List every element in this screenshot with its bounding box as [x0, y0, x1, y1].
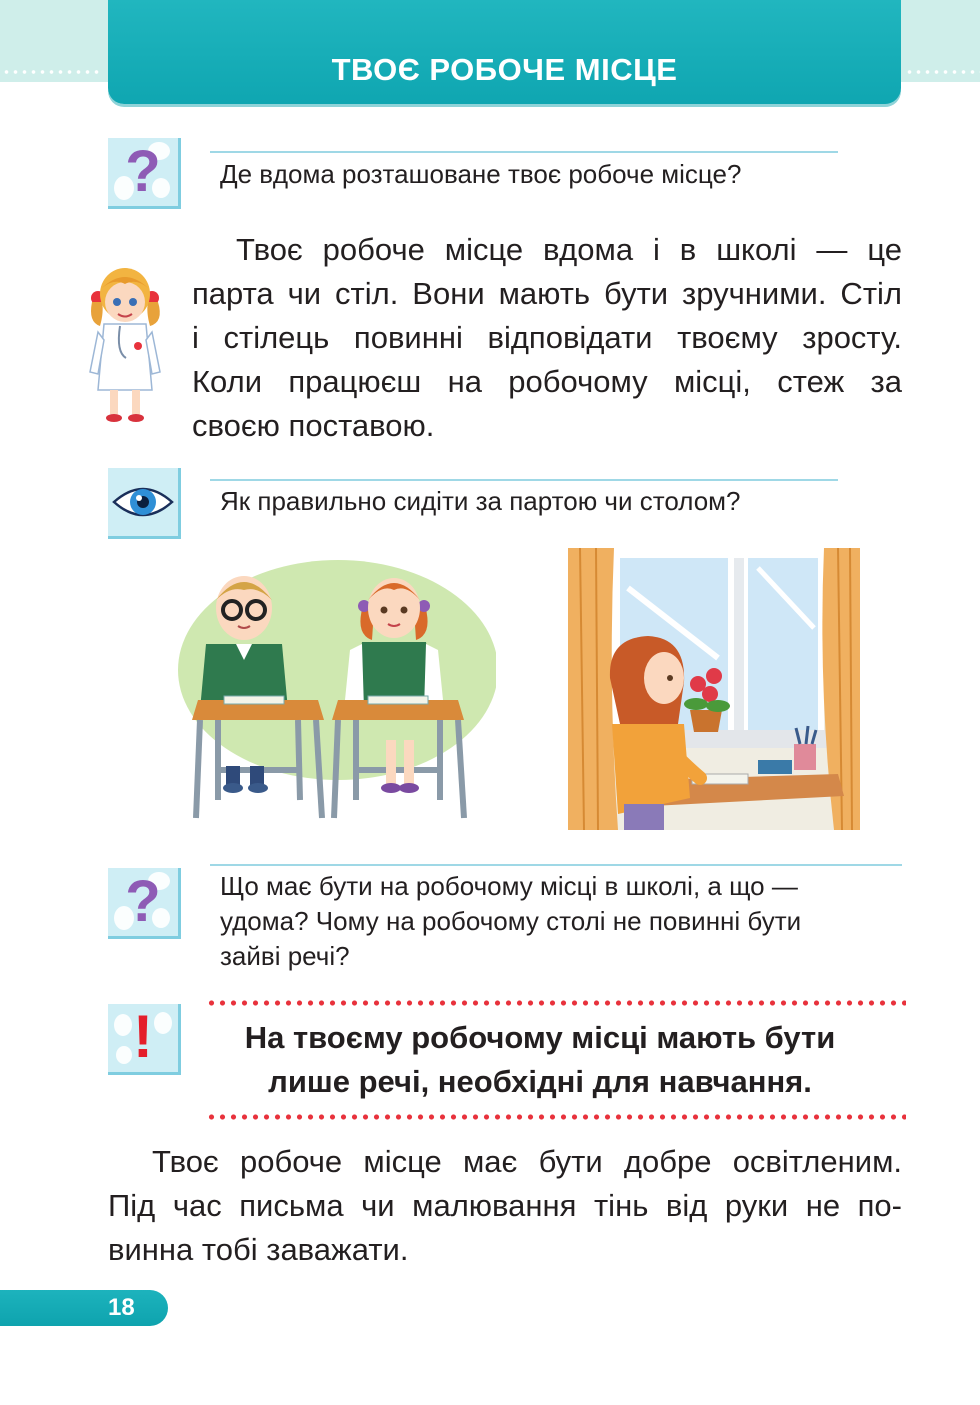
header-dots-left	[2, 70, 102, 74]
rule-dotted-top	[206, 1000, 906, 1006]
question-text: Де вдома розташоване твоє робоче місце?	[220, 159, 742, 189]
question-icon: ?	[108, 868, 181, 939]
eye-icon	[108, 468, 181, 539]
observe-text: Як правильно сидіти за партою чи столом?	[220, 486, 741, 516]
paragraph-line: парта чи стіл. Вони мають бути зручними. Стіл	[192, 276, 902, 311]
rule-dotted-bottom	[206, 1114, 906, 1120]
page-number-tab	[0, 1290, 168, 1326]
girl-at-window-illustration	[568, 548, 860, 830]
page-number: 18	[108, 1294, 135, 1321]
question-line: удома? Чому на робочому столі не повинні бути	[220, 906, 802, 936]
page-title: ТВОЄ РОБОЧЕ МІСЦЕ	[331, 52, 678, 87]
question-line: зайві речі?	[220, 941, 350, 971]
paragraph-line: Твоє робоче місце вдома і в школі — це	[236, 232, 902, 267]
rule-line: На твоєму робочому місці мають бути	[244, 1020, 836, 1055]
question-line: Що має бути на робочому місці в школі, а що —	[220, 871, 798, 901]
exclamation-icon: !	[108, 1004, 181, 1075]
paragraph-line: Під час письма чи малювання тінь від руки не по-	[108, 1188, 902, 1223]
children-at-desks-illustration	[178, 560, 496, 828]
paragraph-line: своєю поставою.	[192, 408, 435, 443]
question-icon: ?	[108, 138, 181, 209]
question-text-block	[220, 869, 910, 974]
paragraph-lighting	[108, 1140, 902, 1272]
paragraph-line: Коли працюєш на робочому місці, стеж за	[192, 364, 902, 399]
paragraph-line: Твоє робоче місце має бути добре освітленим.	[152, 1144, 902, 1179]
title-bar	[108, 0, 901, 104]
rule-line: лише речі, необхідні для навчання.	[268, 1064, 812, 1099]
paragraph-line: і стілець повинні відповідати твоєму зросту.	[192, 320, 902, 355]
paragraph-line: винна тобі заважати.	[108, 1232, 409, 1267]
question-rule	[210, 151, 838, 153]
doctor-girl-illustration	[86, 262, 166, 428]
observe-rule	[210, 479, 838, 481]
header-dots-right	[905, 70, 980, 74]
paragraph-intro	[192, 228, 902, 448]
question-rule	[210, 864, 902, 866]
